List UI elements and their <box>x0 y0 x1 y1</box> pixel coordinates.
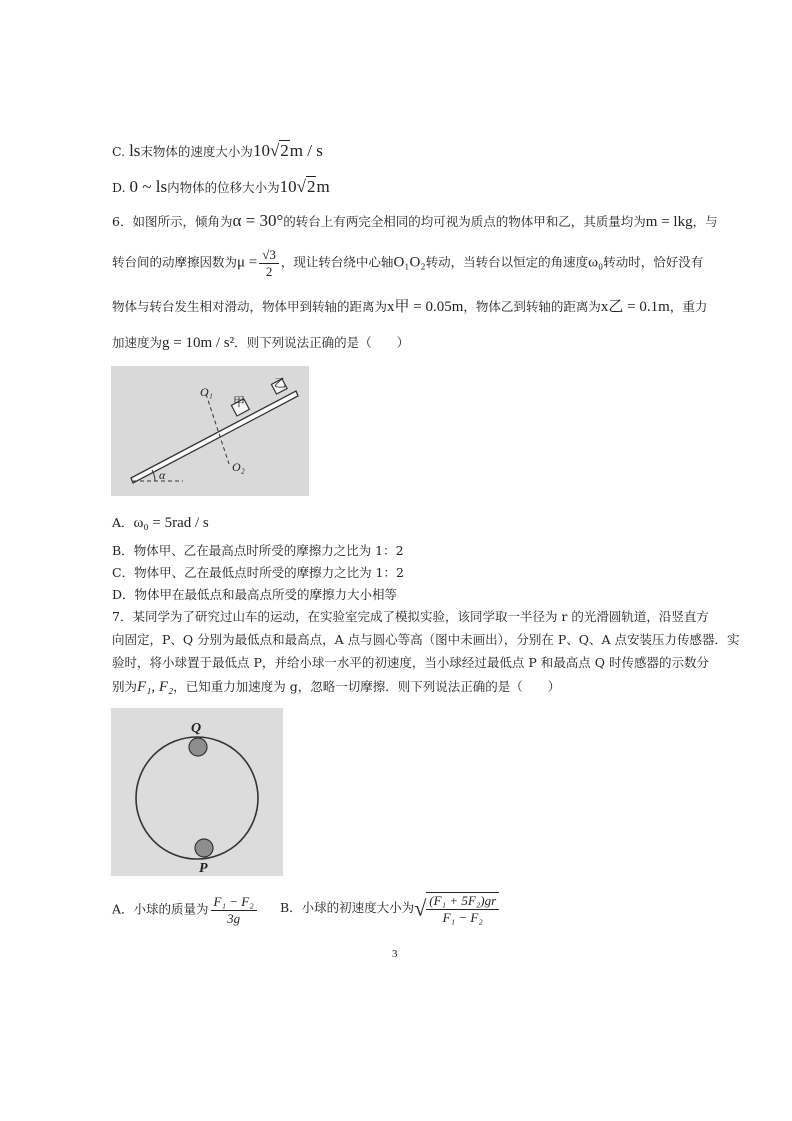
option-text: 末物体的速度大小为 <box>140 144 253 159</box>
page-number: 3 <box>392 948 398 960</box>
q5-option-c: C. ls末物体的速度大小为10√2m / s <box>112 141 323 160</box>
text: ．则下列说法正确的是（ ） <box>234 335 410 350</box>
radicand: 2 <box>306 177 316 196</box>
radicand: 2 <box>280 141 289 160</box>
denominator: F₁ − F₂ <box>442 909 483 925</box>
option-label: C． <box>112 565 135 580</box>
mass-fraction <box>211 894 257 926</box>
ball-p <box>195 839 213 857</box>
coef: 10 <box>279 177 297 196</box>
omega-symbol: ω₀ <box>588 254 604 271</box>
q7-circle-figure <box>111 708 283 876</box>
numerator: F₁ − F₂ <box>211 894 257 911</box>
gravity-equation: g = 10m / s² <box>162 335 235 351</box>
p-label: P <box>199 861 208 876</box>
time-range: 0 ~ ls <box>129 177 168 196</box>
q5-option-d: D. 0 ~ ls内物体的位移大小为10√2m <box>112 177 330 196</box>
q6-stem-line-1 <box>112 211 718 231</box>
denominator: 3g <box>227 910 241 926</box>
mass-equation: m = lkg <box>645 214 693 230</box>
text: ，与 <box>692 214 718 229</box>
q6-stem-line-2 <box>112 247 703 279</box>
unit: m <box>316 177 330 196</box>
text: ，已知重力加速度为 g，忽略一切摩擦．则下列说法正确的是（ ） <box>173 679 561 694</box>
q6-stem-line-3 <box>112 298 707 316</box>
q6-option-b <box>112 543 404 558</box>
option-label: A． <box>112 515 134 530</box>
text: 向固定，P、Q 分别为最低点和最高点，A 点与圆心等高（图中未画出），分别在 P、Q、A 点安装压力传感器．实 <box>112 632 740 647</box>
o2-label: O₂ <box>232 460 245 474</box>
option-label: D. <box>112 180 126 195</box>
jia-label: 甲 <box>233 395 246 409</box>
mu-fraction <box>259 247 279 279</box>
q7-stem-line-1 <box>112 609 709 624</box>
force-symbols: F₁, F₂ <box>137 679 174 695</box>
text: 的转台上有两完全相同的均可视为质点的物体甲和乙，其质量均为 <box>283 214 646 229</box>
denominator: 2 <box>265 263 273 279</box>
text: 转动时，恰好没有 <box>603 254 704 270</box>
option-label: D． <box>112 587 135 602</box>
text: 验时，将小球置于最低点 P，并给小球一水平的初速度，当小球经过最低点 P 和最高点 Q 时传感器的示数分 <box>112 655 709 670</box>
text: 转台间的动摩擦因数为 <box>112 254 238 270</box>
q6-option-d <box>112 587 397 602</box>
text: ，物体乙到转轴的距离为 <box>463 299 601 314</box>
text: 别为 <box>112 679 138 694</box>
text: 转动，当转台以恒定的角速度 <box>425 254 589 270</box>
q6-option-a <box>112 514 209 532</box>
yi-label: 乙 <box>274 376 287 390</box>
q-label: Q <box>191 721 202 736</box>
distance-yi: x乙 = 0.1m <box>600 299 670 315</box>
unit: m / s <box>289 141 323 160</box>
q7-stem-line-4 <box>112 678 560 696</box>
turntable-plate <box>131 391 298 483</box>
mu-symbol: μ = <box>237 254 258 271</box>
text: 6．如图所示，倾角为 <box>112 214 233 229</box>
text: ，重力 <box>669 299 708 314</box>
text: 加速度为 <box>112 335 163 350</box>
alpha-label: α <box>159 468 166 482</box>
q6-incline-figure <box>111 366 309 496</box>
numerator: √3 <box>259 247 279 264</box>
text: 物体与转台发生相对滑动，物体甲到转轴的距离为 <box>112 299 388 314</box>
text: 7．某同学为了研究过山车的运动，在实验室完成了模拟实验，该同学取一半径为 r 的光滑圆轨道，沿竖直方 <box>112 609 709 624</box>
option-text: 物体甲、乙在最高点时所受的摩擦力之比为 1：2 <box>133 543 404 558</box>
numerator: (F₁ + 5F₂)gr <box>426 893 499 910</box>
q6-option-c <box>112 565 404 580</box>
circular-track-diagram <box>111 708 283 876</box>
option-text: ω₀ = 5rad / s <box>133 515 209 531</box>
option-text: 内物体的位移大小为 <box>167 180 280 195</box>
option-text: 物体甲、乙在最低点时所受的摩擦力之比为 1：2 <box>134 565 404 580</box>
ball-q <box>189 738 207 756</box>
option-label: B．小球的初速度大小为 <box>280 900 415 916</box>
velocity-fraction <box>426 892 499 925</box>
option-label: B． <box>112 543 134 558</box>
distance-jia: x甲 = 0.05m <box>387 299 464 315</box>
q7-stem-line-3 <box>112 655 709 670</box>
alpha-equation: α = 30° <box>232 211 284 230</box>
option-label: A．小球的质量为 <box>112 901 209 917</box>
time-value: ls <box>129 141 141 160</box>
q6-stem-line-4 <box>112 334 409 352</box>
o1-label: O₁ <box>200 385 213 399</box>
axis-label: O₁O₂ <box>393 254 426 271</box>
text: ，现让转台绕中心轴 <box>280 254 394 270</box>
q7-option-b: B．小球的初速度大小为√ $\frac{\text{(F₁ + 5F₂)gr}}{\text{F₁ − F₂}}$ <box>280 892 501 925</box>
q7-stem-line-2 <box>112 632 740 647</box>
option-label: C. <box>112 144 126 159</box>
incline-diagram <box>111 366 309 496</box>
q7-option-a <box>112 894 259 926</box>
coef: 10 <box>252 141 270 160</box>
option-text: 物体甲在最低点和最高点所受的摩擦力大小相等 <box>134 587 398 602</box>
